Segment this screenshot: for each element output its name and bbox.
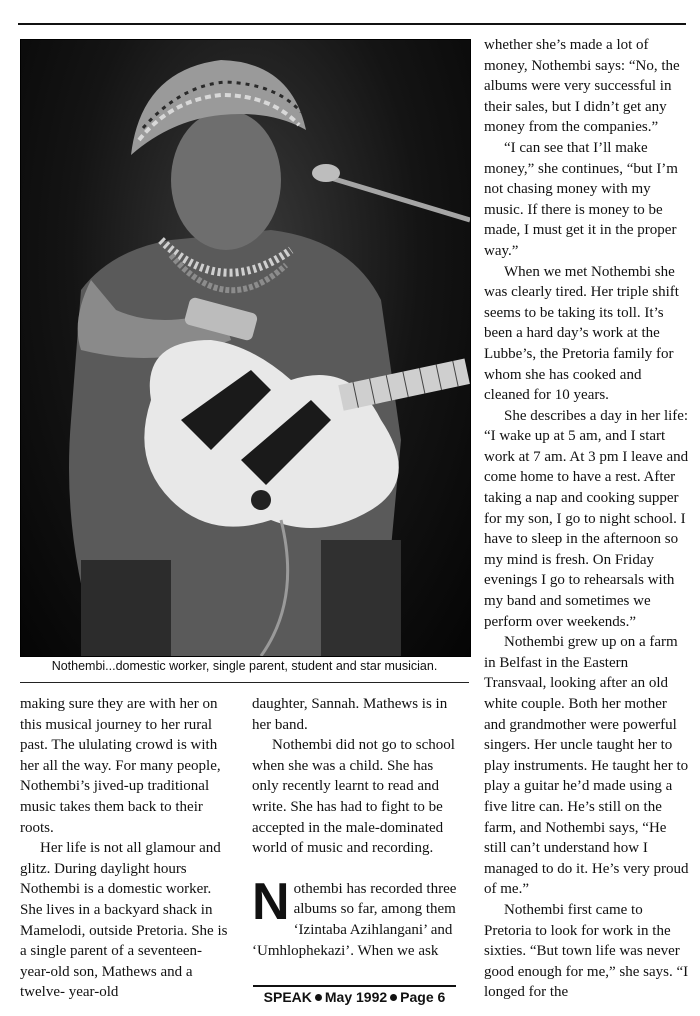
paragraph-with-dropcap xyxy=(252,872,462,961)
drop-cap: N xyxy=(252,872,290,931)
paragraph: “I can see that I’ll make money,” she continues, “but I’m not chasing money with my music. If there is money to be made, I must get it in the proper way.” xyxy=(484,139,678,259)
paragraph: When we met Nothembi she was clearly tired. Her triple shift seems to be taking its toll. It’s been a hard day’s work at the Lubbe’s, the Pretoria family for whom she has cooked and cleaned for 10 years. xyxy=(484,263,679,404)
column-1 xyxy=(20,694,230,1003)
photo-caption: Nothembi...domestic worker, single parent, student and star musician. xyxy=(51,659,438,673)
paragraph: Nothembi grew up on a farm in Belfast in the Eastern Transvaal, looking after an old white couple. Both her mother and grandmother were powerful singers. Her uncle taught her to play instruments. He taught her to play a guitar he’d made using a five litre can. He’s still on the farm, and Nothembi says, “He still can’t understand how I managed to do it. He’s very proud of me.” xyxy=(484,634,689,898)
paragraph-text: othembi has recorded three albums so far, among them ‘Izintaba Azihlangani’ and ‘Umhlophekazi’. When we ask xyxy=(252,880,457,959)
caption-rule xyxy=(20,682,469,683)
publication-name: SPEAK xyxy=(263,989,312,1005)
page-number: 6 xyxy=(437,989,446,1005)
bullet-icon xyxy=(315,994,322,1001)
paragraph: Nothembi did not go to school when she was a child. She has only recently learnt to read and write. She has had to fight to be accepted in the male-dominated world of music and recording. xyxy=(252,737,455,857)
paragraph: She describes a day in her life: “I wake up at 5 am, and I start work at 7 am. At 3 pm I leave and come home to have a rest. After taking a nap and cooking supper for my son, I go to night school. I have to sleep in the afternoon so my mind is fresh. On Friday evenings I go to rehearsals with my band and sometimes we perform over weekends.” xyxy=(484,407,689,630)
page-footer xyxy=(253,989,456,1005)
musician-photo xyxy=(20,39,471,657)
footer-rule xyxy=(253,985,456,987)
paragraph: Her life is not all glamour and glitz. During daylight hours Nothembi is a domestic worker. She lives in a backyard shack in Mamelodi, outside Pretoria. She is a single parent of a seventeen-year-old son, Mathews and a twelve- year-old xyxy=(20,840,228,1001)
issue-date: May 1992 xyxy=(324,989,388,1005)
paragraph: Nothembi first came to Pretoria to look for work in the sixties. “But town life was never good enough for me,” she says. “I longed for the xyxy=(484,901,689,1001)
top-rule xyxy=(18,23,686,25)
page-label: Page xyxy=(400,989,434,1005)
bullet-icon xyxy=(390,994,397,1001)
paragraph: daughter, Sannah. Mathews is in her band. xyxy=(252,696,448,733)
column-2 xyxy=(252,694,462,961)
paragraph: whether she’s made a lot of money, Nothembi says: “No, the albums were very successful in their sales, but I didn’t get any money from the companies.” xyxy=(484,37,680,136)
column-3 xyxy=(484,35,689,1003)
paragraph: making sure they are with her on this musical journey to her rural past. The ululating crowd is with her all the way. For many people, Nothembi’s jived-up traditional music takes them back to their roots. xyxy=(20,696,221,836)
